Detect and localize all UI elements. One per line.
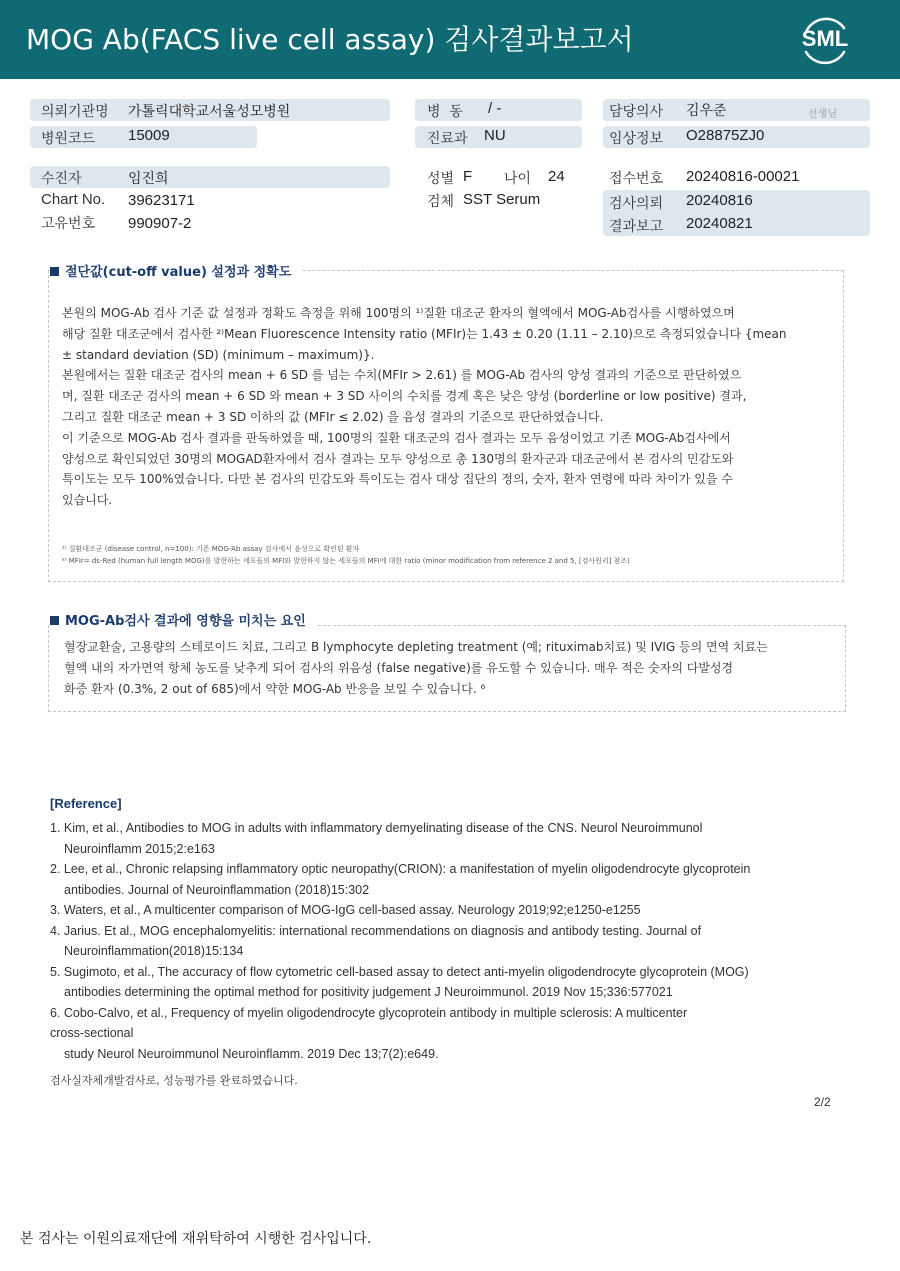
doctor-suffix: 선생님: [808, 109, 837, 120]
validation-note: 검사실자체개발검사로, 성능평가를 완료하였습니다.: [50, 1074, 298, 1087]
cutoff-line: 해당 질환 대조군에서 검사한 ²⁾Mean Fluorescence Intensity ratio (MFIr)는 1.43 ± 0.20 (1.11 – 2.10)으로 측정되었습니다 {mean: [62, 326, 787, 341]
doctor-value: 김우준: [686, 103, 727, 119]
cutoff-line: 있습니다.: [62, 493, 113, 508]
receipt-value: 20240816-00021: [686, 168, 800, 185]
patient-bar: [30, 166, 390, 188]
ward-label: 병 동: [427, 104, 463, 120]
dept-value: NU: [484, 127, 506, 144]
factors-line: 혈액 내의 자가면역 항체 농도를 낮추게 되어 검사의 위음성 (false negative)를 유도할 수 있습니다. 매우 적은 숫자의 다발성경: [64, 660, 734, 675]
report-label: 결과보고: [609, 219, 664, 235]
reference-line: 3. Waters, et al., A multicenter comparison of MOG-IgG cell-based assay. Neurology 2019;92;e1250-e1255: [50, 903, 641, 917]
hospital-code-value: 15009: [128, 127, 170, 144]
dept-label: 진료과: [427, 131, 468, 147]
factors-line: 혈장교환술, 고용량의 스테로이드 치료, 그리고 B lymphocyte depleting treatment (예; rituximab치료) 및 IVIG 등의 면역 치료는: [64, 640, 768, 654]
page-number: 2/2: [814, 1095, 831, 1109]
chart-value: 39623171: [128, 192, 195, 209]
institution-label: 의뢰기관명: [41, 104, 109, 120]
reference-title: [Reference]: [50, 796, 122, 811]
sex-label: 성별: [427, 171, 455, 187]
specimen-label: 검체: [427, 194, 455, 210]
cutoff-line: 양성으로 확인되었던 30명의 MOGAD환자에서 검사 결과는 모두 양성으로 총 130명의 환자군과 대조군에서 본 검사의 민감도와: [62, 451, 734, 466]
clinical-label: 임상정보: [609, 131, 664, 147]
reference-line: 4. Jarius. Et al., MOG encephalomyelitis: international recommendations on diagnosis and antibody testing. Journal of: [50, 923, 702, 938]
sml-logo-icon: [796, 12, 854, 68]
cutoff-line: 그리고 질환 대조군 mean + 3 SD 이하의 값 (MFIr ≤ 2.02) 을 음성 결과의 기준으로 판단하였습니다.: [62, 409, 604, 424]
sex-value: F: [463, 168, 473, 185]
unique-value: 990907-2: [128, 215, 192, 232]
ward-value: / -: [488, 100, 502, 117]
cutoff-line: 본원의 MOG-Ab 검사 기준 값 설정과 정확도 측정을 위해 100명의 ¹⁾질환 대조군 환자의 혈액에서 MOG-Ab검사를 시행하였으며: [62, 306, 735, 320]
doctor-label: 담당의사: [609, 104, 664, 120]
reference-line: 5. Sugimoto, et al., The accuracy of flow cytometric cell-based assay to detect anti-myelin oligodendrocyte glycoprotein (MOG): [50, 964, 749, 979]
footnote-1: ¹⁾ 질환대조군 (disease control, n=100): 기존 MOG-Ab assay 검사에서 음성으로 확인된 환자: [62, 545, 360, 553]
report-title: MOG Ab(FACS live cell assay) 검사결과보고서: [26, 23, 634, 56]
chart-label: Chart No.: [41, 191, 106, 208]
reference-line: antibodies determining the optimal method for positivity judgement J Neuroimmunol. 2019 Nov 15;336:577021: [64, 985, 673, 999]
cutoff-section-title: [50, 261, 301, 280]
age-label: 나이: [504, 171, 532, 187]
cutoff-line: ± standard deviation (SD) (minimum – maximum)}.: [62, 347, 375, 362]
reference-list: [50, 818, 850, 1064]
reference-line: cross-sectional: [50, 1026, 134, 1040]
square-bullet-icon: [50, 616, 59, 625]
receipt-label: 접수번호: [609, 171, 664, 187]
reference-line: 1. Kim, et al., Antibodies to MOG in adults with inflammatory demyelinating disease of the CNS. Neurol Neuroimmunol: [50, 821, 703, 835]
patient-label: 수진자: [41, 171, 82, 187]
patient-value: 임진희: [128, 171, 169, 187]
square-bullet-icon: [50, 267, 59, 276]
footer-note: 본 검사는 이원의료재단에 재위탁하여 시행한 검사입니다.: [20, 1231, 372, 1247]
logo-text: SML: [801, 26, 849, 51]
age-value: 24: [548, 168, 565, 185]
reference-line: study Neurol Neuroimmunol Neuroinflamm. 2019 Dec 13;7(2):e649.: [64, 1046, 439, 1061]
factors-title-text: MOG-Ab검사 결과에 영향을 미치는 요인: [65, 614, 306, 629]
hospital-code-label: 병원코드: [41, 131, 96, 147]
institution-value: 가톨릭대학교서울성모병원: [128, 104, 291, 120]
reference-line: Neuroinflamm 2015;2:e163: [64, 841, 215, 856]
factors-paragraph: [64, 637, 834, 699]
cutoff-line: 며, 질환 대조군 검사의 mean + 6 SD 와 mean + 3 SD 사이의 수치를 경계 혹은 낮은 양성 (borderline or low positive) 결과,: [62, 389, 747, 404]
reference-line: Neuroinflammation(2018)15:134: [64, 944, 244, 958]
reference-line: 2. Lee, et al., Chronic relapsing inflammatory optic neuropathy(CRION): a manifestation of myelin oligodendrocyte glycoprotein: [50, 862, 751, 876]
cutoff-paragraph: [62, 303, 832, 511]
clinical-value: O28875ZJ0: [686, 127, 765, 144]
cutoff-title-text: 절단값(cut-off value) 설정과 정확도: [65, 265, 292, 280]
report-value: 20240821: [686, 215, 753, 232]
unique-label: 고유번호: [41, 216, 96, 232]
cutoff-line: 특이도는 모두 100%였습니다. 다만 본 검사의 민감도와 특이도는 검사 대상 집단의 정의, 숫자, 환자 연령에 따라 차이가 있을 수: [62, 472, 733, 487]
cutoff-line: 이 기준으로 MOG-Ab 검사 결과를 판독하였을 때, 100명의 질환 대조군의 검사 결과는 모두 음성이었고 기존 MOG-Ab검사에서: [62, 430, 731, 445]
cutoff-line: 본원에서는 질환 대조군 검사의 mean + 6 SD 를 넘는 수치(MFIr > 2.61) 를 MOG-Ab 검사의 양성 결과의 기준으로 판단하였으: [62, 368, 742, 383]
reference-line: antibodies. Journal of Neuroinflammation (2018)15:302: [64, 882, 370, 897]
specimen-value: SST Serum: [463, 191, 541, 208]
factors-section-title: [50, 610, 316, 629]
footnote-2: ²⁾ MFIr= ds-Red (human full length MOG)를 발현하는 세포들의 MFI와 발현하지 않는 세포들의 MFI에 대한 ratio (minor modification from reference 2 and 5, [검사원리] 참조): [62, 557, 630, 565]
request-label: 검사의뢰: [609, 196, 664, 212]
factors-line: 화증 환자 (0.3%, 2 out of 685)에서 약한 MOG-Ab 반응을 보일 수 있습니다. ⁶: [64, 681, 486, 696]
reference-line: 6. Cobo-Calvo, et al., Frequency of myelin oligodendrocyte glycoprotein antibody in multiple sclerosis: A multicenter: [50, 1005, 688, 1020]
request-value: 20240816: [686, 192, 753, 209]
report-header: [0, 0, 900, 79]
